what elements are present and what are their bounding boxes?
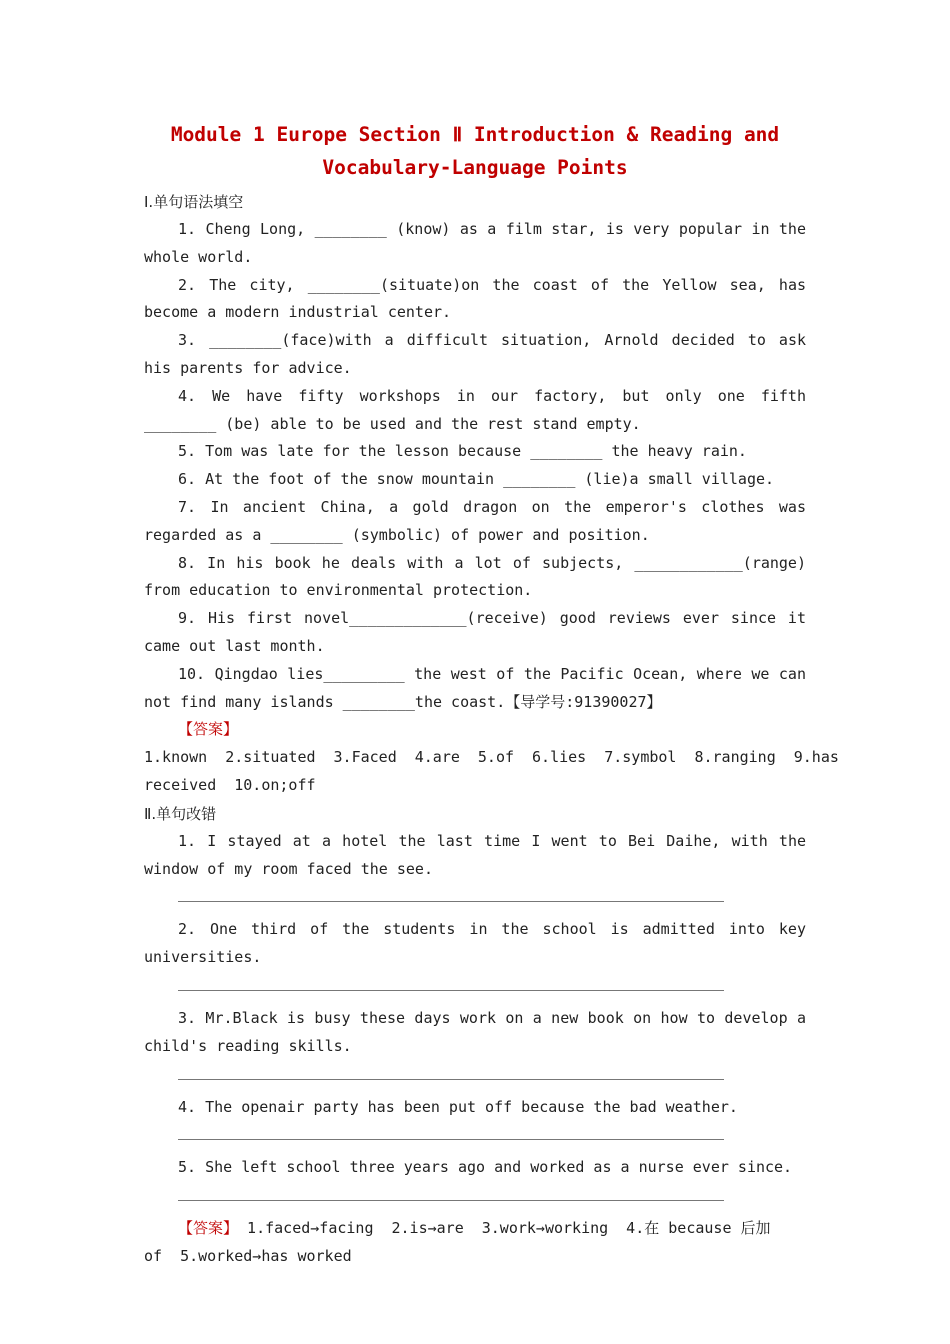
question-2-4: 4. The openair party has been put off because the bad weather. — [178, 1097, 738, 1116]
answer-item: 1.faced→facing — [247, 1219, 374, 1238]
answer-label: 【答案】 — [178, 720, 239, 739]
section-2-answers — [144, 1215, 806, 1271]
answer-line — [178, 990, 724, 991]
answer-item: 2.situated — [225, 748, 316, 767]
answer-line — [178, 1079, 724, 1080]
question-1-1: 1. Cheng Long, ________ (know) as a film star, is very popular in the whole world. — [144, 220, 806, 266]
answer-item: 5.of — [477, 748, 515, 767]
answer-item: 4.在 because 后加 of — [144, 1219, 771, 1265]
answer-item: 3.Faced — [333, 748, 397, 767]
question-1-5: 5. Tom was late for the lesson because ________ the heavy rain. — [178, 442, 747, 461]
document-page — [144, 118, 839, 1271]
question-2-2: 2. One third of the students in the school is admitted into key universities. — [144, 920, 806, 967]
question-1-2: 2. The city, ________(situate)on the coast of the Yellow sea, has become a modern industrial center. — [144, 275, 806, 322]
answer-item: 2.is→are — [391, 1219, 464, 1238]
answer-item: 7.symbol — [604, 748, 677, 767]
section-1-answers — [144, 716, 839, 799]
question-1-3: 3. ________(face)with a difficult situation, Arnold decided to ask his parents for advice. — [144, 331, 806, 377]
answer-line — [178, 901, 724, 902]
question-1-9: 9. His first novel_____________(receive) good reviews ever since it came out last month. — [144, 609, 806, 655]
question-2-1: 1. I stayed at a hotel the last time I went to Bei Daihe, with the window of my room faced the see. — [144, 831, 806, 878]
title-line-2: Vocabulary-Language Points — [322, 156, 628, 179]
answer-line — [178, 1139, 724, 1140]
answer-item: 5.worked→has worked — [180, 1246, 352, 1265]
answer-item: 8.ranging — [694, 748, 776, 767]
answer-line — [178, 1200, 724, 1201]
question-1-10: 10. Qingdao lies_________ the west of the Pacific Ocean, where we can not find many islands ________the coast.【导学号:91390027】 — [144, 664, 806, 711]
answer-item: 1.known — [144, 748, 208, 767]
answer-item: 6.lies — [532, 748, 587, 767]
question-2-5: 5. She left school three years ago and worked as a nurse ever since. — [178, 1158, 793, 1177]
answer-label: 【答案】 — [178, 1219, 239, 1238]
question-1-6: 6. At the foot of the snow mountain ________ (lie)a small village. — [178, 470, 775, 489]
answer-item: 4.are — [414, 748, 460, 767]
section-2-heading: Ⅱ.单句改错 — [144, 804, 217, 823]
question-2-3: 3. Mr.Black is busy these days work on a new book on how to develop a child's reading skills. — [144, 1008, 806, 1055]
title-line-1: Module 1 Europe Section Ⅱ Introduction & Reading and — [170, 123, 780, 146]
question-1-7: 7. In ancient China, a gold dragon on the emperor's clothes was regarded as a ________ (symbolic) of power and position. — [144, 497, 806, 544]
answer-item: 10.on;off — [234, 775, 316, 794]
section-1-heading: Ⅰ.单句语法填空 — [144, 193, 244, 211]
question-1-8: 8. In his book he deals with a lot of subjects, ____________(range) from education to environmental protection. — [144, 553, 806, 600]
answer-item: 3.work→working — [481, 1219, 609, 1238]
answer-item: 9.has received — [144, 748, 839, 794]
document-title — [144, 118, 806, 184]
question-1-4: 4. We have fifty workshops in our factory, but only one fifth ________ (be) able to be used and the rest stand empty. — [144, 386, 806, 433]
